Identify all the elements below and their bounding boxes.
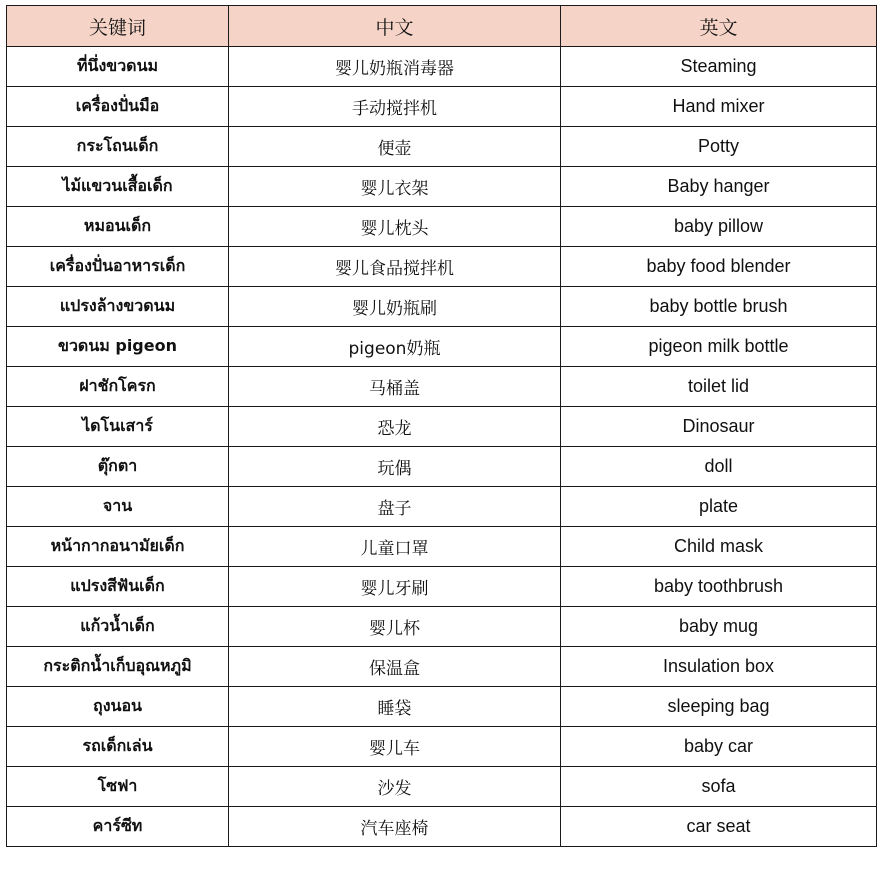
header-keyword: 关键词 [7, 6, 229, 47]
table-row [7, 647, 877, 687]
english-cell: Hand mixer [561, 87, 877, 127]
keyword-thai-cell: กระโถนเด็ก [7, 127, 229, 167]
chinese-cell: 恐龙 [229, 407, 561, 447]
keyword-thai-cell: เครื่องปั่นมือ [7, 87, 229, 127]
chinese-cell: 汽车座椅 [229, 807, 561, 847]
keyword-thai-cell: รถเด็กเล่น [7, 727, 229, 767]
vocabulary-table [6, 5, 877, 847]
keyword-thai-cell: ขวดนม pigeon [7, 327, 229, 367]
english-cell: sleeping bag [561, 687, 877, 727]
chinese-cell: 盘子 [229, 487, 561, 527]
chinese-cell: 婴儿食品搅拌机 [229, 247, 561, 287]
chinese-cell: 沙发 [229, 767, 561, 807]
table-row [7, 767, 877, 807]
table-row [7, 807, 877, 847]
keyword-thai-cell: ไดโนเสาร์ [7, 407, 229, 447]
table-header [7, 6, 877, 47]
chinese-cell: 婴儿杯 [229, 607, 561, 647]
table-row [7, 367, 877, 407]
table-row [7, 87, 877, 127]
english-cell: Baby hanger [561, 167, 877, 207]
table-row [7, 567, 877, 607]
table-row [7, 287, 877, 327]
table-body [7, 47, 877, 847]
table-row [7, 327, 877, 367]
header-english: 英文 [561, 6, 877, 47]
table-row [7, 407, 877, 447]
english-cell: sofa [561, 767, 877, 807]
keyword-thai-cell: โซฟา [7, 767, 229, 807]
english-cell: Insulation box [561, 647, 877, 687]
chinese-cell: 婴儿车 [229, 727, 561, 767]
chinese-cell: 马桶盖 [229, 367, 561, 407]
english-cell: pigeon milk bottle [561, 327, 877, 367]
table-row [7, 127, 877, 167]
keyword-thai-cell: แก้วน้ำเด็ก [7, 607, 229, 647]
table-row [7, 727, 877, 767]
keyword-thai-cell: ตุ๊กตา [7, 447, 229, 487]
keyword-thai-cell: ฝาชักโครก [7, 367, 229, 407]
chinese-cell: 玩偶 [229, 447, 561, 487]
table-row [7, 247, 877, 287]
header-row [7, 6, 877, 47]
english-cell: baby pillow [561, 207, 877, 247]
table-row [7, 487, 877, 527]
chinese-cell: 婴儿衣架 [229, 167, 561, 207]
chinese-cell: 婴儿奶瓶刷 [229, 287, 561, 327]
english-cell: car seat [561, 807, 877, 847]
keyword-thai-cell: หน้ากากอนามัยเด็ก [7, 527, 229, 567]
english-cell: plate [561, 487, 877, 527]
keyword-thai-cell: ถุงนอน [7, 687, 229, 727]
table-row [7, 687, 877, 727]
chinese-cell: 婴儿牙刷 [229, 567, 561, 607]
chinese-cell: 睡袋 [229, 687, 561, 727]
table-row [7, 607, 877, 647]
table-row [7, 47, 877, 87]
keyword-thai-cell: แปรงสีฟันเด็ก [7, 567, 229, 607]
table-row [7, 167, 877, 207]
keyword-thai-cell: แปรงล้างขวดนม [7, 287, 229, 327]
keyword-thai-cell: กระติกน้ำเก็บอุณหภูมิ [7, 647, 229, 687]
english-cell: baby bottle brush [561, 287, 877, 327]
keyword-thai-cell: ที่นึ่งขวดนม [7, 47, 229, 87]
english-cell: Potty [561, 127, 877, 167]
chinese-cell: 婴儿奶瓶消毒器 [229, 47, 561, 87]
keyword-thai-cell: ไม้แขวนเสื้อเด็ก [7, 167, 229, 207]
chinese-cell: 保温盒 [229, 647, 561, 687]
keyword-thai-cell: จาน [7, 487, 229, 527]
table-row [7, 527, 877, 567]
english-cell: baby toothbrush [561, 567, 877, 607]
chinese-cell: 儿童口罩 [229, 527, 561, 567]
table-row [7, 447, 877, 487]
table-row [7, 207, 877, 247]
english-cell: baby food blender [561, 247, 877, 287]
keyword-thai-cell: เครื่องปั่นอาหารเด็ก [7, 247, 229, 287]
english-cell: baby car [561, 727, 877, 767]
header-chinese: 中文 [229, 6, 561, 47]
english-cell: doll [561, 447, 877, 487]
chinese-cell: 便壶 [229, 127, 561, 167]
keyword-thai-cell: หมอนเด็ก [7, 207, 229, 247]
chinese-cell: pigeon奶瓶 [229, 327, 561, 367]
keyword-thai-cell: คาร์ซีท [7, 807, 229, 847]
english-cell: Steaming [561, 47, 877, 87]
english-cell: Child mask [561, 527, 877, 567]
chinese-cell: 手动搅拌机 [229, 87, 561, 127]
english-cell: toilet lid [561, 367, 877, 407]
english-cell: baby mug [561, 607, 877, 647]
chinese-cell: 婴儿枕头 [229, 207, 561, 247]
english-cell: Dinosaur [561, 407, 877, 447]
